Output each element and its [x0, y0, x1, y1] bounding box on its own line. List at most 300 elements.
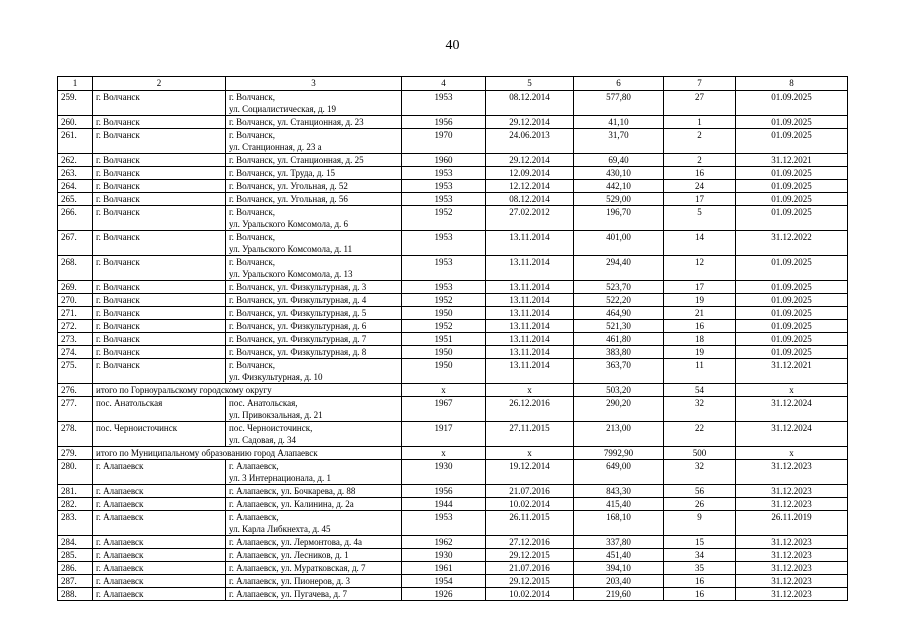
resident-count: 19 [664, 346, 736, 359]
resident-count: 16 [664, 575, 736, 588]
recognition-date: 21.07.2016 [486, 485, 574, 498]
resident-count: 16 [664, 588, 736, 601]
locality: г. Алапаевск [93, 485, 226, 498]
resident-count: 5 [664, 206, 736, 231]
table-row [58, 588, 848, 601]
locality: г. Волчанск [93, 129, 226, 154]
locality: г. Алапаевск [93, 588, 226, 601]
relocation-deadline: 01.09.2025 [736, 129, 848, 154]
address-line: ул. Уральского Комсомола, д. 11 [229, 244, 353, 254]
address [226, 256, 402, 281]
address-line: пос. Анатольская, [229, 398, 298, 408]
resident-count: 32 [664, 460, 736, 485]
table-row [58, 536, 848, 549]
address-line: ул. Карла Либкнехта, д. 45 [229, 524, 331, 534]
year-built: 1950 [402, 346, 486, 359]
address-line: г. Алапаевск, ул. Муратковская, д. 7 [229, 563, 366, 573]
area: 219,60 [574, 588, 664, 601]
address [226, 231, 402, 256]
address-line: г. Волчанск, [229, 232, 276, 242]
address [226, 129, 402, 154]
address [226, 422, 402, 447]
table-body [58, 91, 848, 601]
table-row [58, 116, 848, 129]
area: 294,40 [574, 256, 664, 281]
table-row [58, 511, 848, 536]
address-line: ул. Садовая, д. 34 [229, 435, 297, 445]
address [226, 91, 402, 116]
address [226, 154, 402, 167]
locality: г. Волчанск [93, 231, 226, 256]
table-row [58, 91, 848, 116]
address-line: г. Алапаевск, ул. Калинина, д. 2а [229, 499, 354, 509]
address-line: г. Алапаевск, [229, 461, 279, 471]
resident-count: 11 [664, 359, 736, 384]
row-number: 283. [58, 511, 93, 536]
relocation-deadline: 31.12.2023 [736, 549, 848, 562]
relocation-deadline: 31.12.2024 [736, 397, 848, 422]
address-line: г. Волчанск, ул. Физкультурная, д. 7 [229, 334, 367, 344]
area: 337,80 [574, 536, 664, 549]
address-line: г. Алапаевск, ул. Пионеров, д. 3 [229, 576, 350, 586]
header-cell: 3 [226, 77, 402, 91]
header-cell: 8 [736, 77, 848, 91]
area: 577,80 [574, 91, 664, 116]
address [226, 206, 402, 231]
year-built: 1953 [402, 281, 486, 294]
area: 461,80 [574, 333, 664, 346]
address-line: пос. Черноисточинск, [229, 423, 313, 433]
locality: г. Волчанск [93, 346, 226, 359]
table-row [58, 154, 848, 167]
year-built: 1970 [402, 129, 486, 154]
year-built: 1917 [402, 422, 486, 447]
table-row [58, 397, 848, 422]
resident-count: 16 [664, 320, 736, 333]
address [226, 180, 402, 193]
resident-count: 9 [664, 511, 736, 536]
header-cell: 5 [486, 77, 574, 91]
relocation-deadline: 01.09.2025 [736, 333, 848, 346]
area: 363,70 [574, 359, 664, 384]
address [226, 167, 402, 180]
row-number: 262. [58, 154, 93, 167]
header-cell: 1 [58, 77, 93, 91]
year-built: 1953 [402, 231, 486, 256]
resident-count: 12 [664, 256, 736, 281]
table-row [58, 180, 848, 193]
relocation-deadline: 01.09.2025 [736, 294, 848, 307]
address-line: г. Волчанск, ул. Физкультурная, д. 6 [229, 321, 367, 331]
recognition-date: 29.12.2014 [486, 154, 574, 167]
resident-count: 14 [664, 231, 736, 256]
table-row [58, 460, 848, 485]
address-line: г. Алапаевск, [229, 512, 279, 522]
relocation-deadline: 31.12.2022 [736, 231, 848, 256]
year-built: 1926 [402, 588, 486, 601]
locality: г. Алапаевск [93, 460, 226, 485]
relocation-deadline: 01.09.2025 [736, 167, 848, 180]
address-line: г. Алапаевск, ул. Лесников, д. 1 [229, 550, 349, 560]
resident-count: 2 [664, 154, 736, 167]
recognition-date: 13.11.2014 [486, 346, 574, 359]
locality: г. Алапаевск [93, 498, 226, 511]
address-line: г. Волчанск, ул. Труда, д. 15 [229, 168, 335, 178]
resident-count: 15 [664, 536, 736, 549]
area: 213,00 [574, 422, 664, 447]
area: 451,40 [574, 549, 664, 562]
row-number: 270. [58, 294, 93, 307]
row-number: 279. [58, 447, 93, 460]
year-built: 1962 [402, 536, 486, 549]
recognition-date: 29.12.2014 [486, 116, 574, 129]
area: 7992,90 [574, 447, 664, 460]
resident-count: 16 [664, 167, 736, 180]
header-cell: 6 [574, 77, 664, 91]
address-line: ул. 3 Интернационала, д. 1 [229, 473, 331, 483]
locality: г. Волчанск [93, 154, 226, 167]
locality: г. Волчанск [93, 180, 226, 193]
resident-count: 24 [664, 180, 736, 193]
address-line: г. Волчанск, [229, 360, 276, 370]
address [226, 511, 402, 536]
recognition-date: 27.11.2015 [486, 422, 574, 447]
area: 196,70 [574, 206, 664, 231]
row-number: 271. [58, 307, 93, 320]
recognition-date: 13.11.2014 [486, 320, 574, 333]
resident-count: 500 [664, 447, 736, 460]
table-row [58, 256, 848, 281]
recognition-date: x [486, 384, 574, 397]
table-row [58, 307, 848, 320]
row-number: 284. [58, 536, 93, 549]
address-line: г. Волчанск, [229, 92, 276, 102]
row-number: 285. [58, 549, 93, 562]
locality: г. Волчанск [93, 116, 226, 129]
year-built: 1951 [402, 333, 486, 346]
area: 401,00 [574, 231, 664, 256]
recognition-date: 19.12.2014 [486, 460, 574, 485]
year-built: 1952 [402, 294, 486, 307]
table-row [58, 575, 848, 588]
header-cell: 2 [93, 77, 226, 91]
resident-count: 2 [664, 129, 736, 154]
year-built: 1930 [402, 549, 486, 562]
relocation-deadline: 01.09.2025 [736, 307, 848, 320]
locality: г. Волчанск [93, 281, 226, 294]
year-built: 1952 [402, 320, 486, 333]
locality: г. Волчанск [93, 167, 226, 180]
recognition-date: 12.12.2014 [486, 180, 574, 193]
area: 430,10 [574, 167, 664, 180]
header-row [58, 77, 848, 91]
area: 41,10 [574, 116, 664, 129]
relocation-deadline: 01.09.2025 [736, 180, 848, 193]
address-line: г. Алапаевск, ул. Пугачева, д. 7 [229, 589, 348, 599]
year-built: 1930 [402, 460, 486, 485]
row-number: 260. [58, 116, 93, 129]
recognition-date: 29.12.2015 [486, 575, 574, 588]
locality: г. Волчанск [93, 91, 226, 116]
address [226, 307, 402, 320]
year-built: x [402, 384, 486, 397]
address-line: г. Волчанск, ул. Угольная, д. 56 [229, 194, 348, 204]
address-line: ул. Станционная, д. 23 а [229, 142, 322, 152]
year-built: 1954 [402, 575, 486, 588]
year-built: 1967 [402, 397, 486, 422]
row-number: 264. [58, 180, 93, 193]
recognition-date: 27.02.2012 [486, 206, 574, 231]
resident-count: 35 [664, 562, 736, 575]
address [226, 193, 402, 206]
relocation-deadline: 31.12.2023 [736, 575, 848, 588]
table-total-row [58, 447, 848, 460]
row-number: 259. [58, 91, 93, 116]
recognition-date: 08.12.2014 [486, 193, 574, 206]
resident-count: 21 [664, 307, 736, 320]
relocation-deadline: 31.12.2023 [736, 562, 848, 575]
recognition-date: x [486, 447, 574, 460]
table-row [58, 294, 848, 307]
row-number: 278. [58, 422, 93, 447]
year-built: 1960 [402, 154, 486, 167]
address [226, 294, 402, 307]
area: 523,70 [574, 281, 664, 294]
address-line: г. Волчанск, [229, 257, 276, 267]
table-row [58, 193, 848, 206]
recognition-date: 13.11.2014 [486, 294, 574, 307]
area: 168,10 [574, 511, 664, 536]
row-number: 275. [58, 359, 93, 384]
address-line: г. Волчанск, [229, 207, 276, 217]
address-line: г. Алапаевск, ул. Бочкарева, д. 88 [229, 486, 356, 496]
resident-count: 56 [664, 485, 736, 498]
total-label: итого по Муниципальному образованию город Алапаевск [93, 447, 402, 460]
table-row [58, 498, 848, 511]
year-built: 1956 [402, 116, 486, 129]
locality: г. Волчанск [93, 359, 226, 384]
area: 383,80 [574, 346, 664, 359]
year-built: 1953 [402, 511, 486, 536]
address [226, 549, 402, 562]
locality: г. Алапаевск [93, 562, 226, 575]
address-line: ул. Уральского Комсомола, д. 13 [229, 269, 353, 279]
locality: пос. Анатольская [93, 397, 226, 422]
resident-count: 17 [664, 281, 736, 294]
locality: г. Волчанск [93, 193, 226, 206]
table-row [58, 485, 848, 498]
relocation-deadline: 01.09.2025 [736, 206, 848, 231]
relocation-deadline: 31.12.2023 [736, 498, 848, 511]
resident-count: 26 [664, 498, 736, 511]
address-line: г. Алапаевск, ул. Лермонтова, д. 4а [229, 537, 362, 547]
row-number: 277. [58, 397, 93, 422]
recognition-date: 08.12.2014 [486, 91, 574, 116]
row-number: 274. [58, 346, 93, 359]
address [226, 498, 402, 511]
recognition-date: 13.11.2014 [486, 281, 574, 294]
resident-count: 18 [664, 333, 736, 346]
locality: г. Волчанск [93, 206, 226, 231]
row-number: 261. [58, 129, 93, 154]
area: 529,00 [574, 193, 664, 206]
row-number: 273. [58, 333, 93, 346]
table-row [58, 333, 848, 346]
address [226, 359, 402, 384]
relocation-deadline: x [736, 447, 848, 460]
row-number: 265. [58, 193, 93, 206]
relocation-deadline: 26.11.2019 [736, 511, 848, 536]
locality: г. Алапаевск [93, 511, 226, 536]
resident-count: 34 [664, 549, 736, 562]
area: 394,10 [574, 562, 664, 575]
area: 31,70 [574, 129, 664, 154]
locality: г. Волчанск [93, 256, 226, 281]
table-total-row [58, 384, 848, 397]
locality: г. Алапаевск [93, 536, 226, 549]
address [226, 460, 402, 485]
relocation-deadline: 31.12.2021 [736, 154, 848, 167]
total-label: итого по Горноуральскому городскому округу [93, 384, 402, 397]
recognition-date: 24.06.2013 [486, 129, 574, 154]
relocation-deadline: 31.12.2023 [736, 485, 848, 498]
relocation-deadline: 01.09.2025 [736, 116, 848, 129]
row-number: 286. [58, 562, 93, 575]
relocation-deadline: 31.12.2021 [736, 359, 848, 384]
address-line: ул. Уральского Комсомола, д. 6 [229, 219, 349, 229]
table-row [58, 320, 848, 333]
year-built: 1950 [402, 359, 486, 384]
recognition-date: 10.02.2014 [486, 498, 574, 511]
address-line: г. Волчанск, ул. Физкультурная, д. 8 [229, 347, 367, 357]
recognition-date: 13.11.2014 [486, 333, 574, 346]
table-row [58, 281, 848, 294]
recognition-date: 26.12.2016 [486, 397, 574, 422]
resident-count: 32 [664, 397, 736, 422]
resident-count: 1 [664, 116, 736, 129]
year-built: 1953 [402, 180, 486, 193]
address-line: ул. Физкультурная, д. 10 [229, 372, 323, 382]
relocation-deadline: 01.09.2025 [736, 281, 848, 294]
relocation-deadline: 31.12.2023 [736, 460, 848, 485]
locality: г. Волчанск [93, 320, 226, 333]
table-row [58, 206, 848, 231]
row-number: 266. [58, 206, 93, 231]
year-built: 1953 [402, 193, 486, 206]
row-number: 281. [58, 485, 93, 498]
year-built: 1953 [402, 256, 486, 281]
area: 649,00 [574, 460, 664, 485]
recognition-date: 21.07.2016 [486, 562, 574, 575]
year-built: 1950 [402, 307, 486, 320]
row-number: 272. [58, 320, 93, 333]
area: 203,40 [574, 575, 664, 588]
recognition-date: 29.12.2015 [486, 549, 574, 562]
area: 464,90 [574, 307, 664, 320]
recognition-date: 13.11.2014 [486, 231, 574, 256]
row-number: 268. [58, 256, 93, 281]
relocation-deadline: 31.12.2023 [736, 536, 848, 549]
recognition-date: 13.11.2014 [486, 307, 574, 320]
row-number: 269. [58, 281, 93, 294]
recognition-date: 10.02.2014 [486, 588, 574, 601]
relocation-deadline: x [736, 384, 848, 397]
table-row [58, 422, 848, 447]
year-built: 1944 [402, 498, 486, 511]
address-line: г. Волчанск, ул. Станционная, д. 25 [229, 155, 364, 165]
relocation-deadline: 01.09.2025 [736, 256, 848, 281]
area: 69,40 [574, 154, 664, 167]
area: 521,30 [574, 320, 664, 333]
resident-count: 22 [664, 422, 736, 447]
address [226, 575, 402, 588]
row-number: 267. [58, 231, 93, 256]
address [226, 562, 402, 575]
row-number: 288. [58, 588, 93, 601]
recognition-date: 26.11.2015 [486, 511, 574, 536]
row-number: 282. [58, 498, 93, 511]
year-built: 1961 [402, 562, 486, 575]
locality: г. Волчанск [93, 294, 226, 307]
row-number: 263. [58, 167, 93, 180]
year-built: 1953 [402, 167, 486, 180]
recognition-date: 12.09.2014 [486, 167, 574, 180]
recognition-date: 13.11.2014 [486, 256, 574, 281]
year-built: 1953 [402, 91, 486, 116]
table-row [58, 359, 848, 384]
table-row [58, 549, 848, 562]
address [226, 281, 402, 294]
resident-count: 19 [664, 294, 736, 307]
address-line: г. Волчанск, ул. Угольная, д. 52 [229, 181, 348, 191]
recognition-date: 13.11.2014 [486, 359, 574, 384]
resident-count: 54 [664, 384, 736, 397]
address [226, 346, 402, 359]
row-number: 280. [58, 460, 93, 485]
recognition-date: 27.12.2016 [486, 536, 574, 549]
address-line: г. Волчанск, ул. Физкультурная, д. 5 [229, 308, 367, 318]
relocation-deadline: 01.09.2025 [736, 346, 848, 359]
year-built: 1956 [402, 485, 486, 498]
relocation-deadline: 01.09.2025 [736, 193, 848, 206]
year-built: x [402, 447, 486, 460]
address-line: г. Волчанск, ул. Физкультурная, д. 3 [229, 282, 367, 292]
row-number: 287. [58, 575, 93, 588]
address-line: г. Волчанск, ул. Физкультурная, д. 4 [229, 295, 367, 305]
address [226, 333, 402, 346]
area: 522,20 [574, 294, 664, 307]
row-number: 276. [58, 384, 93, 397]
year-built: 1952 [402, 206, 486, 231]
housing-table [57, 76, 848, 601]
table-row [58, 562, 848, 575]
header-cell: 7 [664, 77, 736, 91]
address-line: ул. Привокзальная, д. 21 [229, 410, 323, 420]
table-row [58, 167, 848, 180]
address [226, 397, 402, 422]
resident-count: 27 [664, 91, 736, 116]
relocation-deadline: 01.09.2025 [736, 91, 848, 116]
header-cell: 4 [402, 77, 486, 91]
relocation-deadline: 31.12.2024 [736, 422, 848, 447]
address [226, 536, 402, 549]
page-number: 40 [445, 38, 460, 53]
address [226, 588, 402, 601]
relocation-deadline: 01.09.2025 [736, 320, 848, 333]
table-row [58, 129, 848, 154]
locality: пос. Черноисточинск [93, 422, 226, 447]
area: 843,30 [574, 485, 664, 498]
